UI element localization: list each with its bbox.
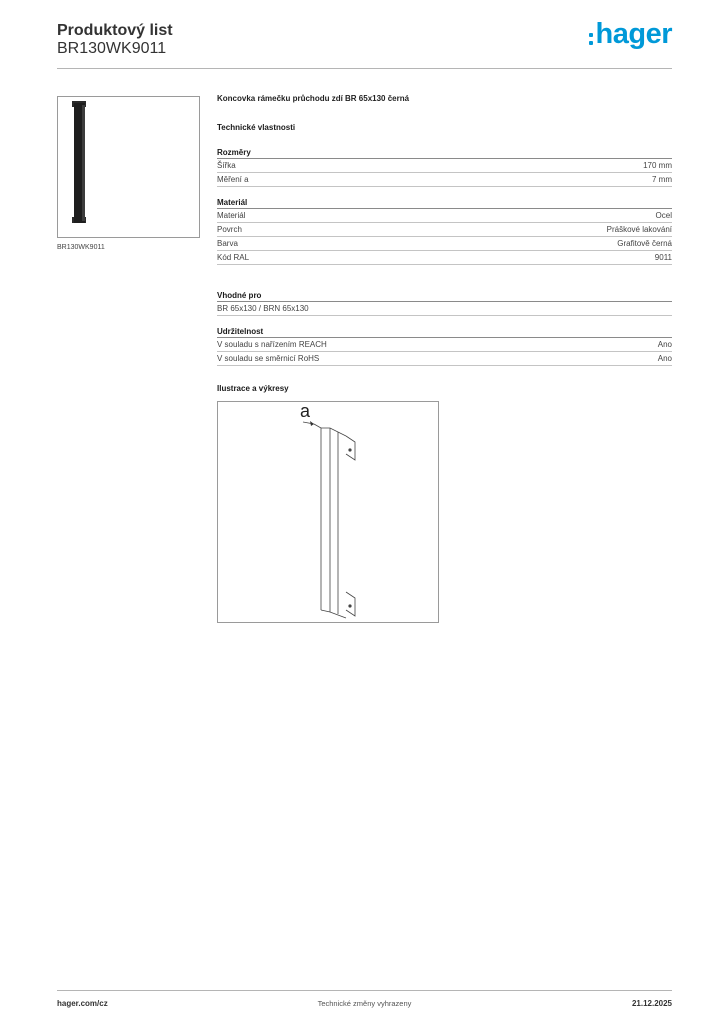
spec-label: Šířka — [217, 161, 236, 170]
spec-label: Povrch — [217, 225, 242, 234]
spec-label: Kód RAL — [217, 253, 250, 262]
spec-value: Ano — [657, 340, 672, 349]
spec-row — [217, 159, 672, 173]
spec-label: Barva — [217, 239, 238, 248]
spec-row — [217, 302, 672, 316]
section-sustainability — [217, 327, 672, 366]
spec-row — [217, 237, 672, 251]
spec-value: 7 mm — [652, 175, 672, 184]
page-header — [57, 20, 672, 69]
technical-properties-title: Technické vlastnosti — [217, 123, 296, 132]
spec-row — [217, 173, 672, 187]
page-footer — [57, 990, 672, 1008]
footer-date: 21.12.2025 — [631, 999, 672, 1008]
product-edge — [82, 105, 85, 221]
section-suitable-for — [217, 291, 672, 316]
spec-label: Měření a — [217, 175, 249, 184]
bottom-bracket-hole — [348, 604, 351, 607]
document-title: Produktový list — [57, 22, 173, 39]
spec-value: 170 mm — [643, 161, 672, 170]
product-name: Koncovka rámečku průchodu zdí BR 65x130 černá — [217, 94, 410, 103]
product-details — [217, 94, 672, 623]
section-title: Materiál — [217, 198, 672, 209]
spec-row — [217, 223, 672, 237]
spec-value: 9011 — [654, 253, 672, 262]
spec-label: V souladu se směrnicí RoHS — [217, 354, 320, 363]
spec-row — [217, 352, 672, 366]
spec-value: Ocel — [655, 211, 672, 220]
product-photo-graphic — [58, 97, 199, 237]
section-dimensions — [217, 148, 672, 187]
section-material — [217, 198, 672, 265]
drawing-bottom-edge — [321, 610, 346, 618]
section-title: Udržitelnost — [217, 327, 672, 338]
footer-website[interactable]: hager.com/cz — [57, 999, 108, 1008]
spec-row — [217, 251, 672, 265]
drawing-front-edge — [314, 424, 321, 610]
top-bracket-hole — [348, 448, 351, 451]
section-title: Rozměry — [217, 148, 672, 159]
drawing-top-bracket — [346, 436, 355, 460]
spec-value: Práškové lakování — [606, 225, 672, 234]
technical-drawing — [217, 401, 439, 623]
spec-value: Ano — [657, 354, 672, 363]
spec-label: Materiál — [217, 211, 246, 220]
product-photo — [57, 96, 200, 238]
dimension-label: a — [300, 402, 311, 421]
drawing-bottom-bracket — [346, 592, 355, 616]
technical-drawing-graphic — [218, 402, 438, 622]
hager-logo — [589, 20, 672, 49]
drawing-top-flange — [321, 428, 346, 436]
spec-row — [217, 209, 672, 223]
logo-dots-icon — [589, 33, 593, 49]
footer-note: Technické změny vyhrazeny — [317, 999, 412, 1008]
logo-text: hager — [595, 18, 672, 50]
product-photo-caption: BR130WK9011 — [57, 244, 105, 251]
spec-row — [217, 338, 672, 352]
product-code: BR130WK9011 — [57, 40, 167, 57]
spec-value: Grafitově černá — [617, 239, 672, 248]
spec-label: BR 65x130 / BRN 65x130 — [217, 304, 309, 313]
section-title: Vhodné pro — [217, 291, 672, 302]
spec-label: V souladu s nařízením REACH — [217, 340, 327, 349]
illustrations-title: Ilustrace a výkresy — [217, 384, 289, 393]
